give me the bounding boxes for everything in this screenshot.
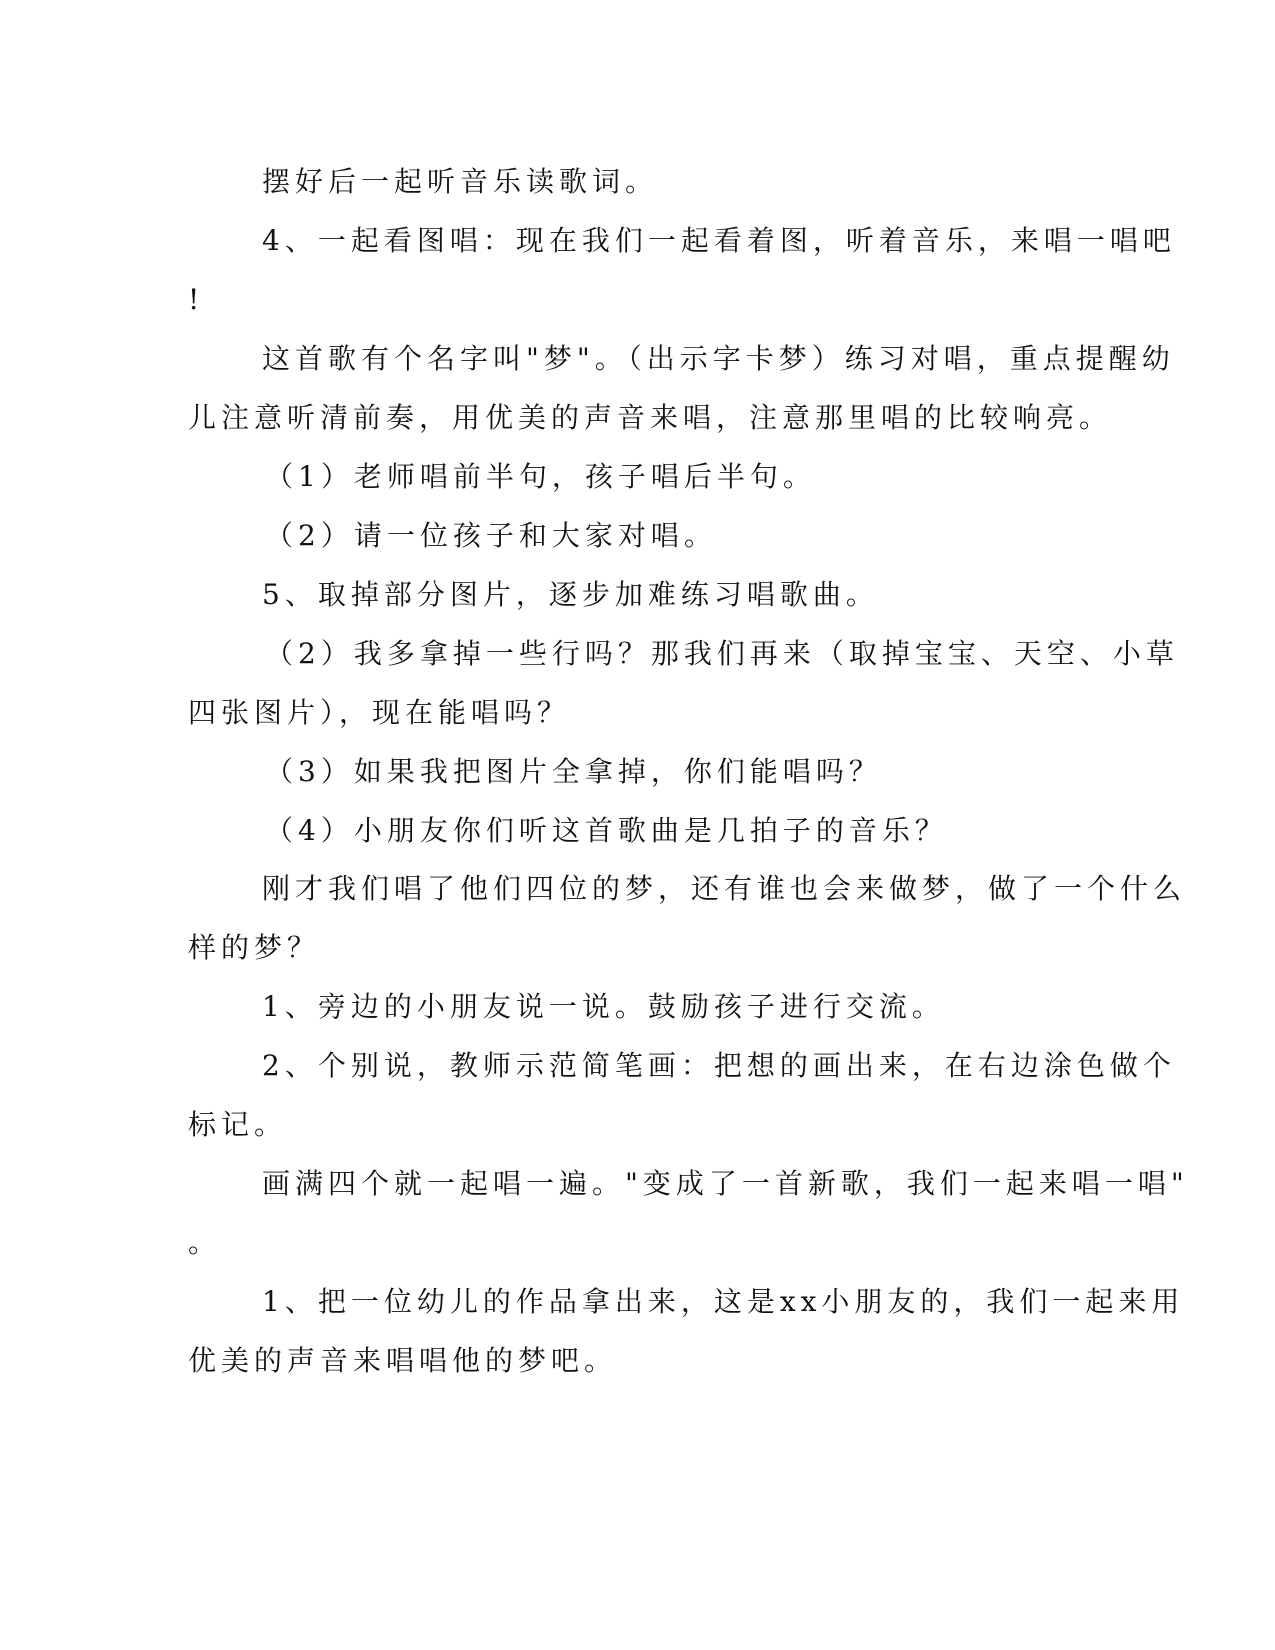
text-line: 样的梦？ (188, 931, 321, 964)
text-line: 优美的声音来唱唱他的梦吧。 (188, 1344, 618, 1377)
text-line: 画满四个就一起唱一遍。"变成了一首新歌，我们一起来唱一唱" (262, 1167, 1189, 1200)
text-line: 刚才我们唱了他们四位的梦，还有谁也会来做梦，做了一个什么 (262, 872, 1187, 905)
text-line: 1、旁边的小朋友说一说。鼓励孩子进行交流。 (262, 990, 945, 1023)
text-line: ! (188, 283, 205, 316)
text-line: 儿注意听清前奏，用优美的声音来唱，注意那里唱的比较响亮。 (188, 401, 1113, 434)
text-line: 摆好后一起听音乐读歌词。 (262, 165, 659, 198)
text-line: 5、取掉部分图片，逐步加难练习唱歌曲。 (262, 578, 879, 611)
text-line: 1、把一位幼儿的作品拿出来，这是xx小朋友的，我们一起来用 (262, 1285, 1185, 1318)
text-line: 。 (188, 1226, 222, 1259)
text-line: 标记。 (188, 1108, 288, 1141)
text-line: 4、一起看图唱：现在我们一起看着图，听着音乐，来唱一唱吧 (262, 224, 1176, 257)
text-line: （3）如果我把图片全拿掉，你们能唱吗？ (265, 755, 882, 788)
text-line: （2）请一位孩子和大家对唱。 (265, 519, 717, 552)
text-line: 四张图片），现在能唱吗？ (188, 696, 571, 729)
text-line: 2、个别说，教师示范简笔画：把想的画出来，在右边涂色做个 (262, 1049, 1176, 1082)
text-line: （4）小朋友你们听这首歌曲是几拍子的音乐？ (265, 814, 948, 847)
text-line: （1）老师唱前半句，孩子唱后半句。 (265, 460, 816, 493)
text-line: 这首歌有个名字叫"梦"。（出示字卡梦）练习对唱，重点提醒幼 (262, 342, 1175, 375)
text-line: （2）我多拿掉一些行吗？那我们再来（取掉宝宝、天空、小草 (265, 637, 1179, 670)
